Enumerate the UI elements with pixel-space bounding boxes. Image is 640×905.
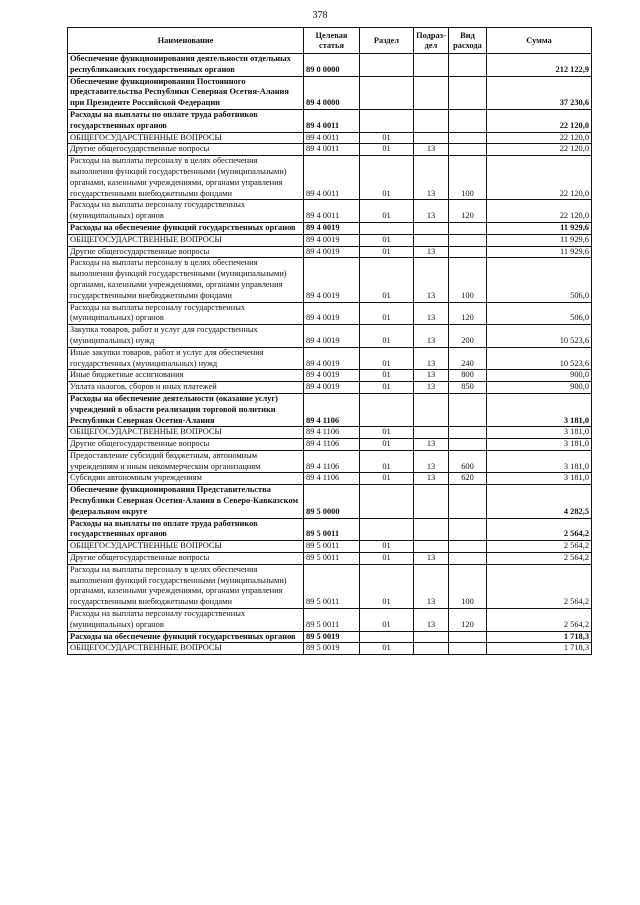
row-target-code-cell: 89 5 0019: [304, 643, 360, 655]
table-row: [68, 541, 592, 553]
row-name-cell: Другие общегосударственные вопросы: [68, 553, 304, 565]
row-subsection-cell: 13: [414, 347, 449, 370]
row-amount-cell: 2 564,2: [487, 541, 592, 553]
row-expense-type-cell: [449, 246, 487, 258]
table-row: [68, 222, 592, 234]
row-target-code-cell: 89 5 0011: [304, 564, 360, 608]
row-expense-type-cell: 120: [449, 200, 487, 223]
row-section-cell: [360, 54, 414, 77]
row-expense-type-cell: [449, 427, 487, 439]
row-target-code-cell: 89 4 0019: [304, 234, 360, 246]
row-target-code-cell: 89 5 0011: [304, 553, 360, 565]
row-name-cell: Обеспечение функционирования Постоянного представительства Республики Северная Осетия-Алания при Президенте Российской Федерации: [68, 76, 304, 109]
row-amount-cell: 212 122,9: [487, 54, 592, 77]
row-expense-type-cell: 240: [449, 347, 487, 370]
row-name-cell: Обеспечение функционирования Представительства Республики Северная Осетия-Алания в Северо-Кавказском федеральном округе: [68, 485, 304, 518]
row-target-code-cell: 89 4 0011: [304, 200, 360, 223]
row-amount-cell: 22 120,0: [487, 132, 592, 144]
row-subsection-cell: [414, 631, 449, 643]
row-expense-type-cell: [449, 439, 487, 451]
row-amount-cell: 506,0: [487, 302, 592, 325]
header-expense-type: Вид расхода: [449, 28, 487, 54]
row-subsection-cell: 13: [414, 370, 449, 382]
row-subsection-cell: [414, 109, 449, 132]
table-row: [68, 144, 592, 156]
row-target-code-cell: 89 5 0011: [304, 541, 360, 553]
row-section-cell: 01: [360, 370, 414, 382]
row-amount-cell: 11 929,6: [487, 246, 592, 258]
row-subsection-cell: 13: [414, 156, 449, 200]
row-amount-cell: 3 181,0: [487, 439, 592, 451]
row-subsection-cell: [414, 427, 449, 439]
row-target-code-cell: 89 4 0019: [304, 246, 360, 258]
row-section-cell: 01: [360, 450, 414, 473]
row-expense-type-cell: [449, 222, 487, 234]
row-target-code-cell: 89 4 1106: [304, 473, 360, 485]
row-subsection-cell: 13: [414, 564, 449, 608]
table-row: [68, 234, 592, 246]
row-subsection-cell: 13: [414, 325, 449, 348]
row-amount-cell: 2 564,2: [487, 609, 592, 632]
row-expense-type-cell: [449, 518, 487, 541]
row-amount-cell: 2 564,2: [487, 564, 592, 608]
header-name: Наименование: [68, 28, 304, 54]
row-subsection-cell: [414, 132, 449, 144]
row-subsection-cell: 13: [414, 609, 449, 632]
table-row: [68, 427, 592, 439]
row-name-cell: Расходы на выплаты по оплате труда работников государственных органов: [68, 109, 304, 132]
row-amount-cell: 11 929,6: [487, 234, 592, 246]
row-amount-cell: 37 230,6: [487, 76, 592, 109]
header-subsection: Подраз-дел: [414, 28, 449, 54]
row-name-cell: Расходы на выплаты персоналу в целях обеспечения выполнения функций государственными (муниципальными) органами, казенными учреждениями, органами управления государственными внебюджетными фондами: [68, 258, 304, 302]
row-expense-type-cell: [449, 234, 487, 246]
row-amount-cell: 3 181,0: [487, 427, 592, 439]
table-row: [68, 393, 592, 426]
row-subsection-cell: [414, 222, 449, 234]
budget-table: [67, 27, 592, 655]
page-number: 378: [312, 10, 328, 21]
row-subsection-cell: 13: [414, 382, 449, 394]
row-section-cell: 01: [360, 382, 414, 394]
row-subsection-cell: 13: [414, 200, 449, 223]
row-section-cell: 01: [360, 234, 414, 246]
row-target-code-cell: 89 5 0019: [304, 631, 360, 643]
row-target-code-cell: 89 4 0000: [304, 76, 360, 109]
row-target-code-cell: 89 4 0011: [304, 109, 360, 132]
table-row: [68, 258, 592, 302]
row-section-cell: [360, 222, 414, 234]
row-section-cell: 01: [360, 473, 414, 485]
table-row: [68, 347, 592, 370]
header-target: Целевая статья: [304, 28, 360, 54]
row-expense-type-cell: 100: [449, 156, 487, 200]
row-section-cell: 01: [360, 347, 414, 370]
row-section-cell: 01: [360, 258, 414, 302]
row-amount-cell: 2 564,2: [487, 553, 592, 565]
row-name-cell: Иные закупки товаров, работ и услуг для обеспечения государственных (муниципальных) нужд: [68, 347, 304, 370]
row-amount-cell: 22 120,0: [487, 109, 592, 132]
row-section-cell: 01: [360, 302, 414, 325]
row-subsection-cell: 13: [414, 473, 449, 485]
row-target-code-cell: 89 4 1106: [304, 439, 360, 451]
row-subsection-cell: 13: [414, 302, 449, 325]
row-target-code-cell: 89 4 0019: [304, 302, 360, 325]
row-target-code-cell: 89 5 0000: [304, 485, 360, 518]
table-row: [68, 631, 592, 643]
row-section-cell: 01: [360, 325, 414, 348]
table-row: [68, 246, 592, 258]
row-amount-cell: 1 718,3: [487, 631, 592, 643]
row-expense-type-cell: [449, 631, 487, 643]
row-section-cell: [360, 109, 414, 132]
row-subsection-cell: 13: [414, 258, 449, 302]
row-amount-cell: 506,0: [487, 258, 592, 302]
header-section: Раздел: [360, 28, 414, 54]
row-amount-cell: 10 523,6: [487, 347, 592, 370]
row-expense-type-cell: [449, 54, 487, 77]
table-row: [68, 643, 592, 655]
table-row: [68, 473, 592, 485]
row-amount-cell: 3 181,0: [487, 473, 592, 485]
row-amount-cell: 1 718,3: [487, 643, 592, 655]
table-row: [68, 553, 592, 565]
row-target-code-cell: 89 4 0019: [304, 347, 360, 370]
table-row: [68, 609, 592, 632]
table-row: [68, 132, 592, 144]
row-section-cell: [360, 518, 414, 541]
row-expense-type-cell: 200: [449, 325, 487, 348]
row-expense-type-cell: 120: [449, 609, 487, 632]
row-amount-cell: 900,0: [487, 370, 592, 382]
row-name-cell: ОБЩЕГОСУДАРСТВЕННЫЕ ВОПРОСЫ: [68, 132, 304, 144]
row-subsection-cell: [414, 643, 449, 655]
table-row: [68, 54, 592, 77]
row-subsection-cell: [414, 234, 449, 246]
row-target-code-cell: 89 4 1106: [304, 450, 360, 473]
row-section-cell: 01: [360, 564, 414, 608]
row-subsection-cell: 13: [414, 144, 449, 156]
row-expense-type-cell: 100: [449, 564, 487, 608]
row-section-cell: [360, 631, 414, 643]
row-section-cell: [360, 76, 414, 109]
row-name-cell: Обеспечение функционирования деятельности отдельных республиканских государственных органов: [68, 54, 304, 77]
table-row: [68, 370, 592, 382]
row-target-code-cell: 89 4 0019: [304, 325, 360, 348]
row-name-cell: ОБЩЕГОСУДАРСТВЕННЫЕ ВОПРОСЫ: [68, 541, 304, 553]
table-row: [68, 109, 592, 132]
row-section-cell: 01: [360, 132, 414, 144]
row-target-code-cell: 89 4 0011: [304, 156, 360, 200]
row-amount-cell: 3 181,0: [487, 393, 592, 426]
row-section-cell: [360, 485, 414, 518]
row-section-cell: 01: [360, 156, 414, 200]
row-name-cell: Другие общегосударственные вопросы: [68, 144, 304, 156]
row-subsection-cell: [414, 76, 449, 109]
row-name-cell: Предоставление субсидий бюджетным, автономным учреждениям и иным некоммерческим организациям: [68, 450, 304, 473]
row-name-cell: Расходы на выплаты персоналу государственных (муниципальных) органов: [68, 200, 304, 223]
table-row: [68, 76, 592, 109]
row-subsection-cell: [414, 518, 449, 541]
row-expense-type-cell: [449, 643, 487, 655]
row-name-cell: ОБЩЕГОСУДАРСТВЕННЫЕ ВОПРОСЫ: [68, 234, 304, 246]
row-amount-cell: 11 929,6: [487, 222, 592, 234]
row-expense-type-cell: [449, 393, 487, 426]
row-section-cell: 01: [360, 200, 414, 223]
row-name-cell: Расходы на обеспечение функций государственных органов: [68, 631, 304, 643]
row-expense-type-cell: 100: [449, 258, 487, 302]
row-name-cell: Другие общегосударственные вопросы: [68, 439, 304, 451]
table-row: [68, 518, 592, 541]
table-row: [68, 485, 592, 518]
row-amount-cell: 4 282,5: [487, 485, 592, 518]
row-target-code-cell: 89 5 0011: [304, 609, 360, 632]
table-row: [68, 156, 592, 200]
row-expense-type-cell: [449, 109, 487, 132]
row-name-cell: Расходы на обеспечение деятельности (оказание услуг) учреждений в области реализации торговой политики Республики Северная Осетия-Алания: [68, 393, 304, 426]
row-expense-type-cell: 120: [449, 302, 487, 325]
row-subsection-cell: 13: [414, 439, 449, 451]
row-name-cell: Расходы на выплаты по оплате труда работников государственных органов: [68, 518, 304, 541]
row-name-cell: Расходы на выплаты персоналу государственных (муниципальных) органов: [68, 609, 304, 632]
row-subsection-cell: 13: [414, 246, 449, 258]
row-name-cell: Субсидии автономным учреждениям: [68, 473, 304, 485]
table-header: [68, 28, 592, 54]
row-expense-type-cell: [449, 541, 487, 553]
row-subsection-cell: [414, 393, 449, 426]
row-name-cell: Другие общегосударственные вопросы: [68, 246, 304, 258]
row-target-code-cell: 89 4 1106: [304, 427, 360, 439]
row-target-code-cell: 89 4 0019: [304, 258, 360, 302]
table-body: [68, 54, 592, 655]
row-name-cell: Расходы на обеспечение функций государственных органов: [68, 222, 304, 234]
header-amount: Сумма: [487, 28, 592, 54]
row-subsection-cell: [414, 541, 449, 553]
row-amount-cell: 900,0: [487, 382, 592, 394]
row-name-cell: Расходы на выплаты персоналу в целях обеспечения выполнения функций государственными (муниципальными) органами, казенными учреждениями, органами управления государственными внебюджетными фондами: [68, 564, 304, 608]
row-section-cell: 01: [360, 427, 414, 439]
row-amount-cell: 22 120,0: [487, 156, 592, 200]
row-amount-cell: 22 120,0: [487, 200, 592, 223]
row-expense-type-cell: [449, 144, 487, 156]
row-target-code-cell: 89 5 0011: [304, 518, 360, 541]
row-name-cell: Иные бюджетные ассигнования: [68, 370, 304, 382]
row-target-code-cell: 89 4 0011: [304, 144, 360, 156]
row-section-cell: 01: [360, 144, 414, 156]
row-section-cell: 01: [360, 246, 414, 258]
row-target-code-cell: 89 0 0000: [304, 54, 360, 77]
row-target-code-cell: 89 4 0019: [304, 382, 360, 394]
row-expense-type-cell: [449, 132, 487, 144]
table-row: [68, 382, 592, 394]
table-row: [68, 439, 592, 451]
row-amount-cell: 22 120,0: [487, 144, 592, 156]
row-name-cell: Расходы на выплаты персоналу в целях обеспечения выполнения функций государственными (муниципальными) органами, казенными учреждениями, органами управления государственными внебюджетными фондами: [68, 156, 304, 200]
row-amount-cell: 10 523,6: [487, 325, 592, 348]
table-row: [68, 450, 592, 473]
row-subsection-cell: 13: [414, 450, 449, 473]
row-target-code-cell: 89 4 0011: [304, 132, 360, 144]
row-section-cell: 01: [360, 541, 414, 553]
row-amount-cell: 3 181,0: [487, 450, 592, 473]
row-expense-type-cell: 850: [449, 382, 487, 394]
row-section-cell: 01: [360, 553, 414, 565]
row-amount-cell: 2 564,2: [487, 518, 592, 541]
row-name-cell: ОБЩЕГОСУДАРСТВЕННЫЕ ВОПРОСЫ: [68, 643, 304, 655]
table-row: [68, 200, 592, 223]
row-section-cell: 01: [360, 609, 414, 632]
table-row: [68, 302, 592, 325]
row-expense-type-cell: 620: [449, 473, 487, 485]
row-target-code-cell: 89 4 1106: [304, 393, 360, 426]
row-name-cell: Закупка товаров, работ и услуг для государственных (муниципальных) нужд: [68, 325, 304, 348]
row-name-cell: Расходы на выплаты персоналу государственных (муниципальных) органов: [68, 302, 304, 325]
table-row: [68, 564, 592, 608]
row-expense-type-cell: 600: [449, 450, 487, 473]
row-target-code-cell: 89 4 0019: [304, 222, 360, 234]
row-subsection-cell: [414, 54, 449, 77]
row-subsection-cell: 13: [414, 553, 449, 565]
row-name-cell: Уплата налогов, сборов и иных платежей: [68, 382, 304, 394]
row-expense-type-cell: 800: [449, 370, 487, 382]
row-section-cell: 01: [360, 643, 414, 655]
row-section-cell: [360, 393, 414, 426]
row-expense-type-cell: [449, 553, 487, 565]
table-row: [68, 325, 592, 348]
row-expense-type-cell: [449, 485, 487, 518]
row-name-cell: ОБЩЕГОСУДАРСТВЕННЫЕ ВОПРОСЫ: [68, 427, 304, 439]
row-target-code-cell: 89 4 0019: [304, 370, 360, 382]
row-section-cell: 01: [360, 439, 414, 451]
row-expense-type-cell: [449, 76, 487, 109]
row-subsection-cell: [414, 485, 449, 518]
